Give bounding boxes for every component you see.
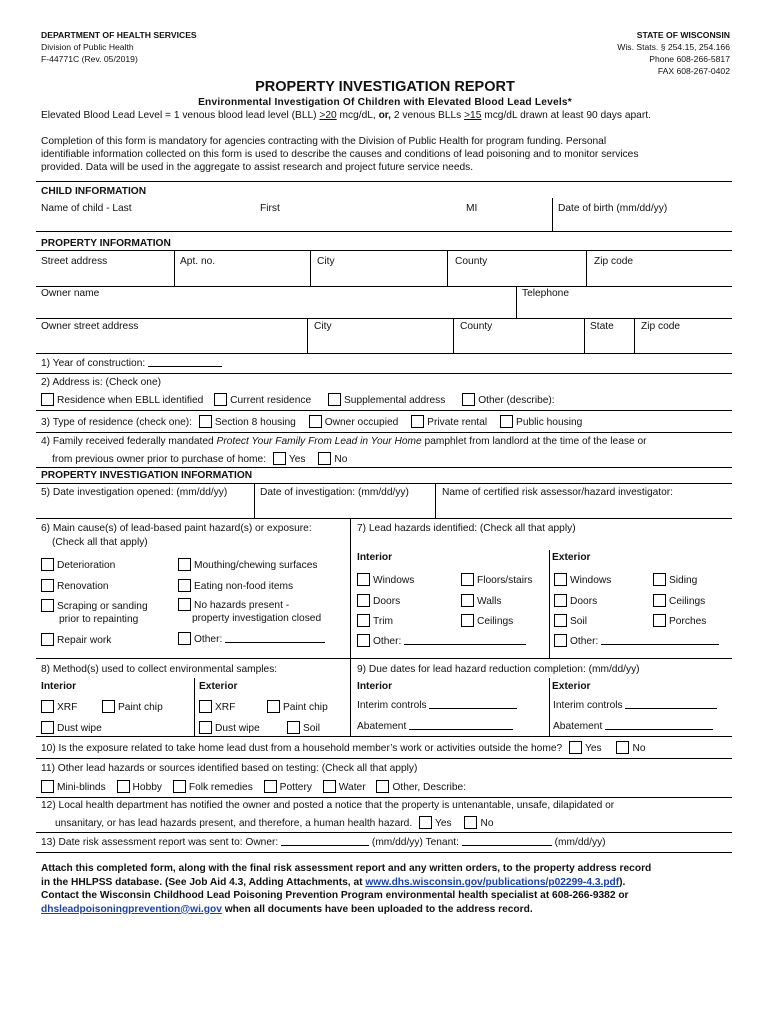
- assessor-name-field[interactable]: Name of certified risk assessor/hazard investigator:: [442, 487, 674, 498]
- q6-label: 6) Main cause(s) of lead-based paint hazard(s) or exposure:: [41, 523, 312, 534]
- deterioration-checkbox[interactable]: [41, 558, 54, 571]
- property-information-heading: PROPERTY INFORMATION: [41, 238, 171, 249]
- q7-label: 7) Lead hazards identified: (Check all that apply): [357, 523, 576, 534]
- q12-yes-checkbox[interactable]: [419, 816, 432, 829]
- q13-report-sent: 13) Date risk assessment report was sent to: Owner: (mm/dd/yy) Tenant: (mm/dd/yy): [41, 837, 606, 848]
- q8-xrf2: XRF: [199, 700, 235, 713]
- ext-dust-wipe-checkbox[interactable]: [199, 721, 212, 734]
- fax-number: FAX 608-267-0402: [657, 66, 730, 76]
- q8-xrf: XRF: [41, 700, 77, 713]
- ebll-definition: Elevated Blood Lead Level = 1 venous blood lead level (BLL) >20 mcg/dL, or, 2 venous BLLs >15 mcg/dL drawn at least 90 days apart.: [41, 110, 651, 121]
- q4-pamphlet-question: 4) Family received federally mandated Protect Your Family From Lead in Your Home pamphlet from landlord at the time of the lease or: [41, 436, 647, 447]
- ext-interim-input[interactable]: [625, 699, 717, 709]
- q7-e-siding: Siding: [653, 573, 697, 586]
- q11-label: 11) Other lead hazards or sources identified based on testing: (Check all that apply): [41, 763, 418, 774]
- q6-label2: (Check all that apply): [52, 537, 148, 548]
- owner-date-input[interactable]: [281, 836, 369, 846]
- q6-other-checkbox[interactable]: [178, 632, 191, 645]
- q10-yes-checkbox[interactable]: [569, 741, 582, 754]
- statutes: Wis. Stats. § 254.15, 254.166: [617, 42, 730, 52]
- owner-street-field[interactable]: Owner street address: [41, 321, 139, 332]
- q9-ext-abatement: Abatement: [553, 720, 713, 732]
- q7-i-walls: Walls: [461, 594, 502, 607]
- int-dust-wipe-checkbox[interactable]: [41, 721, 54, 734]
- year-input[interactable]: [148, 357, 222, 367]
- q7-i-windows: Windows: [357, 573, 414, 586]
- intro-paragraph: Completion of this form is mandatory for agencies contracting with the Division of Public Health for program funding. Personal identifiable information collected on this form is used to describe the causes and conditions of lead poisoning and to monitor services provided. Data will be used in the aggregate to assist research and project future service needs.: [41, 136, 639, 173]
- q12-line2: unsanitary, or has lead hazards present, and therefore, a human health hazard. Yes No: [55, 818, 494, 829]
- q7-e-porches: Porches: [653, 614, 706, 627]
- owner-state-field[interactable]: State: [590, 321, 614, 332]
- int-ceilings-checkbox[interactable]: [461, 614, 474, 627]
- int-other-input[interactable]: [404, 635, 526, 645]
- q7-i-other: Other:: [357, 634, 526, 647]
- q6-other: Other:: [178, 632, 325, 645]
- telephone-field[interactable]: Telephone: [522, 288, 570, 299]
- owner-occupied-checkbox[interactable]: [309, 415, 322, 428]
- int-walls-checkbox[interactable]: [461, 594, 474, 607]
- int-abatement-input[interactable]: [409, 720, 513, 730]
- tenant-date-input[interactable]: [462, 836, 552, 846]
- child-information-heading: CHILD INFORMATION: [41, 186, 147, 197]
- property-county-field[interactable]: County: [455, 256, 488, 267]
- email-link[interactable]: dhsleadpoisoningprevention@wi.gov: [41, 903, 222, 915]
- form-number: F-44771C (Rev. 05/2019): [41, 54, 138, 64]
- department-name: DEPARTMENT OF HEALTH SERVICES: [41, 30, 197, 40]
- q9-int-abatement: Abatement: [357, 720, 513, 732]
- int-paint-chip-checkbox[interactable]: [102, 700, 115, 713]
- ext-soil-checkbox[interactable]: [554, 614, 567, 627]
- q8-interior-heading: Interior: [41, 681, 77, 692]
- q8-paint2: Paint chip: [267, 700, 328, 713]
- ext-paint-chip-checkbox[interactable]: [267, 700, 280, 713]
- ext-windows-checkbox[interactable]: [554, 573, 567, 586]
- ext-abatement-input[interactable]: [605, 720, 713, 730]
- q8-exterior-heading: Exterior: [199, 681, 238, 692]
- renovation-checkbox[interactable]: [41, 579, 54, 592]
- q2-options: Residence when EBLL identified Current residence Supplemental address Other (describe):: [41, 393, 555, 406]
- eating-nonfood-checkbox[interactable]: [178, 579, 191, 592]
- q7-e-doors: Doors: [554, 594, 597, 607]
- ext-other-checkbox[interactable]: [554, 634, 567, 647]
- page-title: PROPERTY INVESTIGATION REPORT: [255, 79, 515, 95]
- hobby-checkbox[interactable]: [117, 780, 130, 793]
- q7-e-soil: Soil: [554, 614, 587, 627]
- q7-e-other: Other:: [554, 634, 719, 647]
- street-address-field[interactable]: Street address: [41, 256, 108, 267]
- mini-blinds-checkbox[interactable]: [41, 780, 54, 793]
- owner-city-field[interactable]: City: [314, 321, 332, 332]
- pottery-checkbox[interactable]: [264, 780, 277, 793]
- footer-instructions: Attach this completed form, along with the final risk assessment report and any written orders, to the property address record in the HHLPSS database. (See Job Aid 4.3, Adding Attachments, at www.dhs.wisconsin.gov/publications/p02299-4.3.pdf). Contact the Wisconsin Childhood Lead Poisoning Prevention Program environmental health specialist at 608-266-9382 or dhsleadpoisoningprevention@wi.gov when all documents have been uploaded to the address record.: [41, 863, 652, 915]
- q6-deterioration: Deterioration: [41, 558, 115, 571]
- int-floors-checkbox[interactable]: [461, 573, 474, 586]
- q6-renovation: Renovation: [41, 579, 109, 592]
- child-dob-field[interactable]: Date of birth (mm/dd/yy): [558, 203, 668, 214]
- q4-line2: from previous owner prior to purchase of home: Yes No: [52, 454, 348, 465]
- q6-mouthing: Mouthing/chewing surfaces: [178, 558, 317, 571]
- int-windows-checkbox[interactable]: [357, 573, 370, 586]
- date-of-investigation-field[interactable]: Date of investigation: (mm/dd/yy): [260, 487, 409, 498]
- q9-ext-interim: Interim controls: [553, 699, 717, 711]
- q7-exterior-heading: Exterior: [552, 552, 591, 563]
- owner-name-field[interactable]: Owner name: [41, 288, 100, 299]
- q8-soil: Soil: [287, 721, 320, 734]
- int-interim-input[interactable]: [429, 699, 517, 709]
- folk-remedies-checkbox[interactable]: [173, 780, 186, 793]
- q10-question: 10) Is the exposure related to take home lead dust from a household member’s work or activities outside the home? Yes No: [41, 743, 646, 754]
- q9-exterior-heading: Exterior: [552, 681, 591, 692]
- q6-repair: Repair work: [41, 633, 111, 646]
- residence-ebll-checkbox[interactable]: [41, 393, 54, 406]
- q9-interior-heading: Interior: [357, 681, 393, 692]
- q12-line1: 12) Local health department has notified the owner and posted a notice that the property is untenantable, unsafe, dilapidated or: [41, 800, 615, 811]
- q7-i-floors: Floors/stairs: [461, 573, 532, 586]
- q7-i-doors: Doors: [357, 594, 400, 607]
- water-checkbox[interactable]: [323, 780, 336, 793]
- supplemental-address-checkbox[interactable]: [328, 393, 341, 406]
- q9-label: 9) Due dates for lead hazard reduction completion: (mm/dd/yy): [357, 664, 640, 675]
- int-xrf-checkbox[interactable]: [41, 700, 54, 713]
- child-last-name-field[interactable]: Name of child - Last: [41, 203, 132, 214]
- q4-no-checkbox[interactable]: [318, 452, 331, 465]
- q9-int-interim: Interim controls: [357, 699, 517, 711]
- repair-work-checkbox[interactable]: [41, 633, 54, 646]
- int-trim-checkbox[interactable]: [357, 614, 370, 627]
- property-city-field[interactable]: City: [317, 256, 335, 267]
- ext-porches-checkbox[interactable]: [653, 614, 666, 627]
- mouthing-checkbox[interactable]: [178, 558, 191, 571]
- scraping-checkbox[interactable]: [41, 599, 54, 612]
- publication-link[interactable]: www.dhs.wisconsin.gov/publications/p02299-4.3.pdf: [365, 876, 620, 888]
- public-housing-checkbox[interactable]: [500, 415, 513, 428]
- q7-interior-heading: Interior: [357, 552, 393, 563]
- ext-other-input[interactable]: [601, 635, 719, 645]
- date-opened-field[interactable]: 5) Date investigation opened: (mm/dd/yy): [41, 487, 228, 498]
- current-residence-checkbox[interactable]: [214, 393, 227, 406]
- q12-no-checkbox[interactable]: [464, 816, 477, 829]
- private-rental-checkbox[interactable]: [411, 415, 424, 428]
- ext-ceilings-checkbox[interactable]: [653, 594, 666, 607]
- q7-e-windows: Windows: [554, 573, 611, 586]
- other-address-checkbox[interactable]: [462, 393, 475, 406]
- q7-i-trim: Trim: [357, 614, 393, 627]
- investigation-info-heading: PROPERTY INVESTIGATION INFORMATION: [41, 470, 253, 481]
- q8-dust2: Dust wipe: [199, 721, 260, 734]
- state-name: STATE OF WISCONSIN: [636, 30, 730, 40]
- page-subtitle: Environmental Investigation Of Children with Elevated Blood Lead Levels*: [198, 97, 572, 108]
- child-first-name-field[interactable]: First: [260, 203, 280, 214]
- ext-siding-checkbox[interactable]: [653, 573, 666, 586]
- section8-checkbox[interactable]: [199, 415, 212, 428]
- q6-other-input[interactable]: [225, 633, 325, 643]
- q7-e-ceilings: Ceilings: [653, 594, 705, 607]
- division-name: Division of Public Health: [41, 42, 134, 52]
- q1-year-of-construction: 1) Year of construction:: [41, 357, 222, 369]
- q6-no-hazards: No hazards present - property investigation closed: [178, 598, 321, 625]
- q6-eating: Eating non-food items: [178, 579, 293, 592]
- q7-i-ceilings: Ceilings: [461, 614, 513, 627]
- owner-zip-field[interactable]: Zip code: [641, 321, 681, 332]
- int-other-checkbox[interactable]: [357, 634, 370, 647]
- phone-number: Phone 608-266-5817: [649, 54, 730, 64]
- q4-yes-checkbox[interactable]: [273, 452, 286, 465]
- property-zip-field[interactable]: Zip code: [594, 256, 634, 267]
- q2-label: 2) Address is: (Check one): [41, 377, 162, 388]
- q11-options: Mini-blinds Hobby Folk remedies Pottery Water Other, Describe:: [41, 780, 466, 793]
- apt-no-field[interactable]: Apt. no.: [180, 256, 216, 267]
- q10-no-checkbox[interactable]: [616, 741, 629, 754]
- q8-label: 8) Method(s) used to collect environmental samples:: [41, 664, 278, 675]
- owner-county-field[interactable]: County: [460, 321, 493, 332]
- q6-scraping: Scraping or sanding prior to repainting: [41, 599, 148, 626]
- q8-paint: Paint chip: [102, 700, 163, 713]
- int-doors-checkbox[interactable]: [357, 594, 370, 607]
- ext-soil-sample-checkbox[interactable]: [287, 721, 300, 734]
- no-hazards-checkbox[interactable]: [178, 598, 191, 611]
- ext-xrf-checkbox[interactable]: [199, 700, 212, 713]
- q8-dust: Dust wipe: [41, 721, 102, 734]
- q3-residence-type: 3) Type of residence (check one): Section 8 housing Owner occupied Private rental Public housing: [41, 417, 583, 428]
- q11-other-checkbox[interactable]: [376, 780, 389, 793]
- ext-doors-checkbox[interactable]: [554, 594, 567, 607]
- child-mi-field[interactable]: MI: [466, 203, 478, 214]
